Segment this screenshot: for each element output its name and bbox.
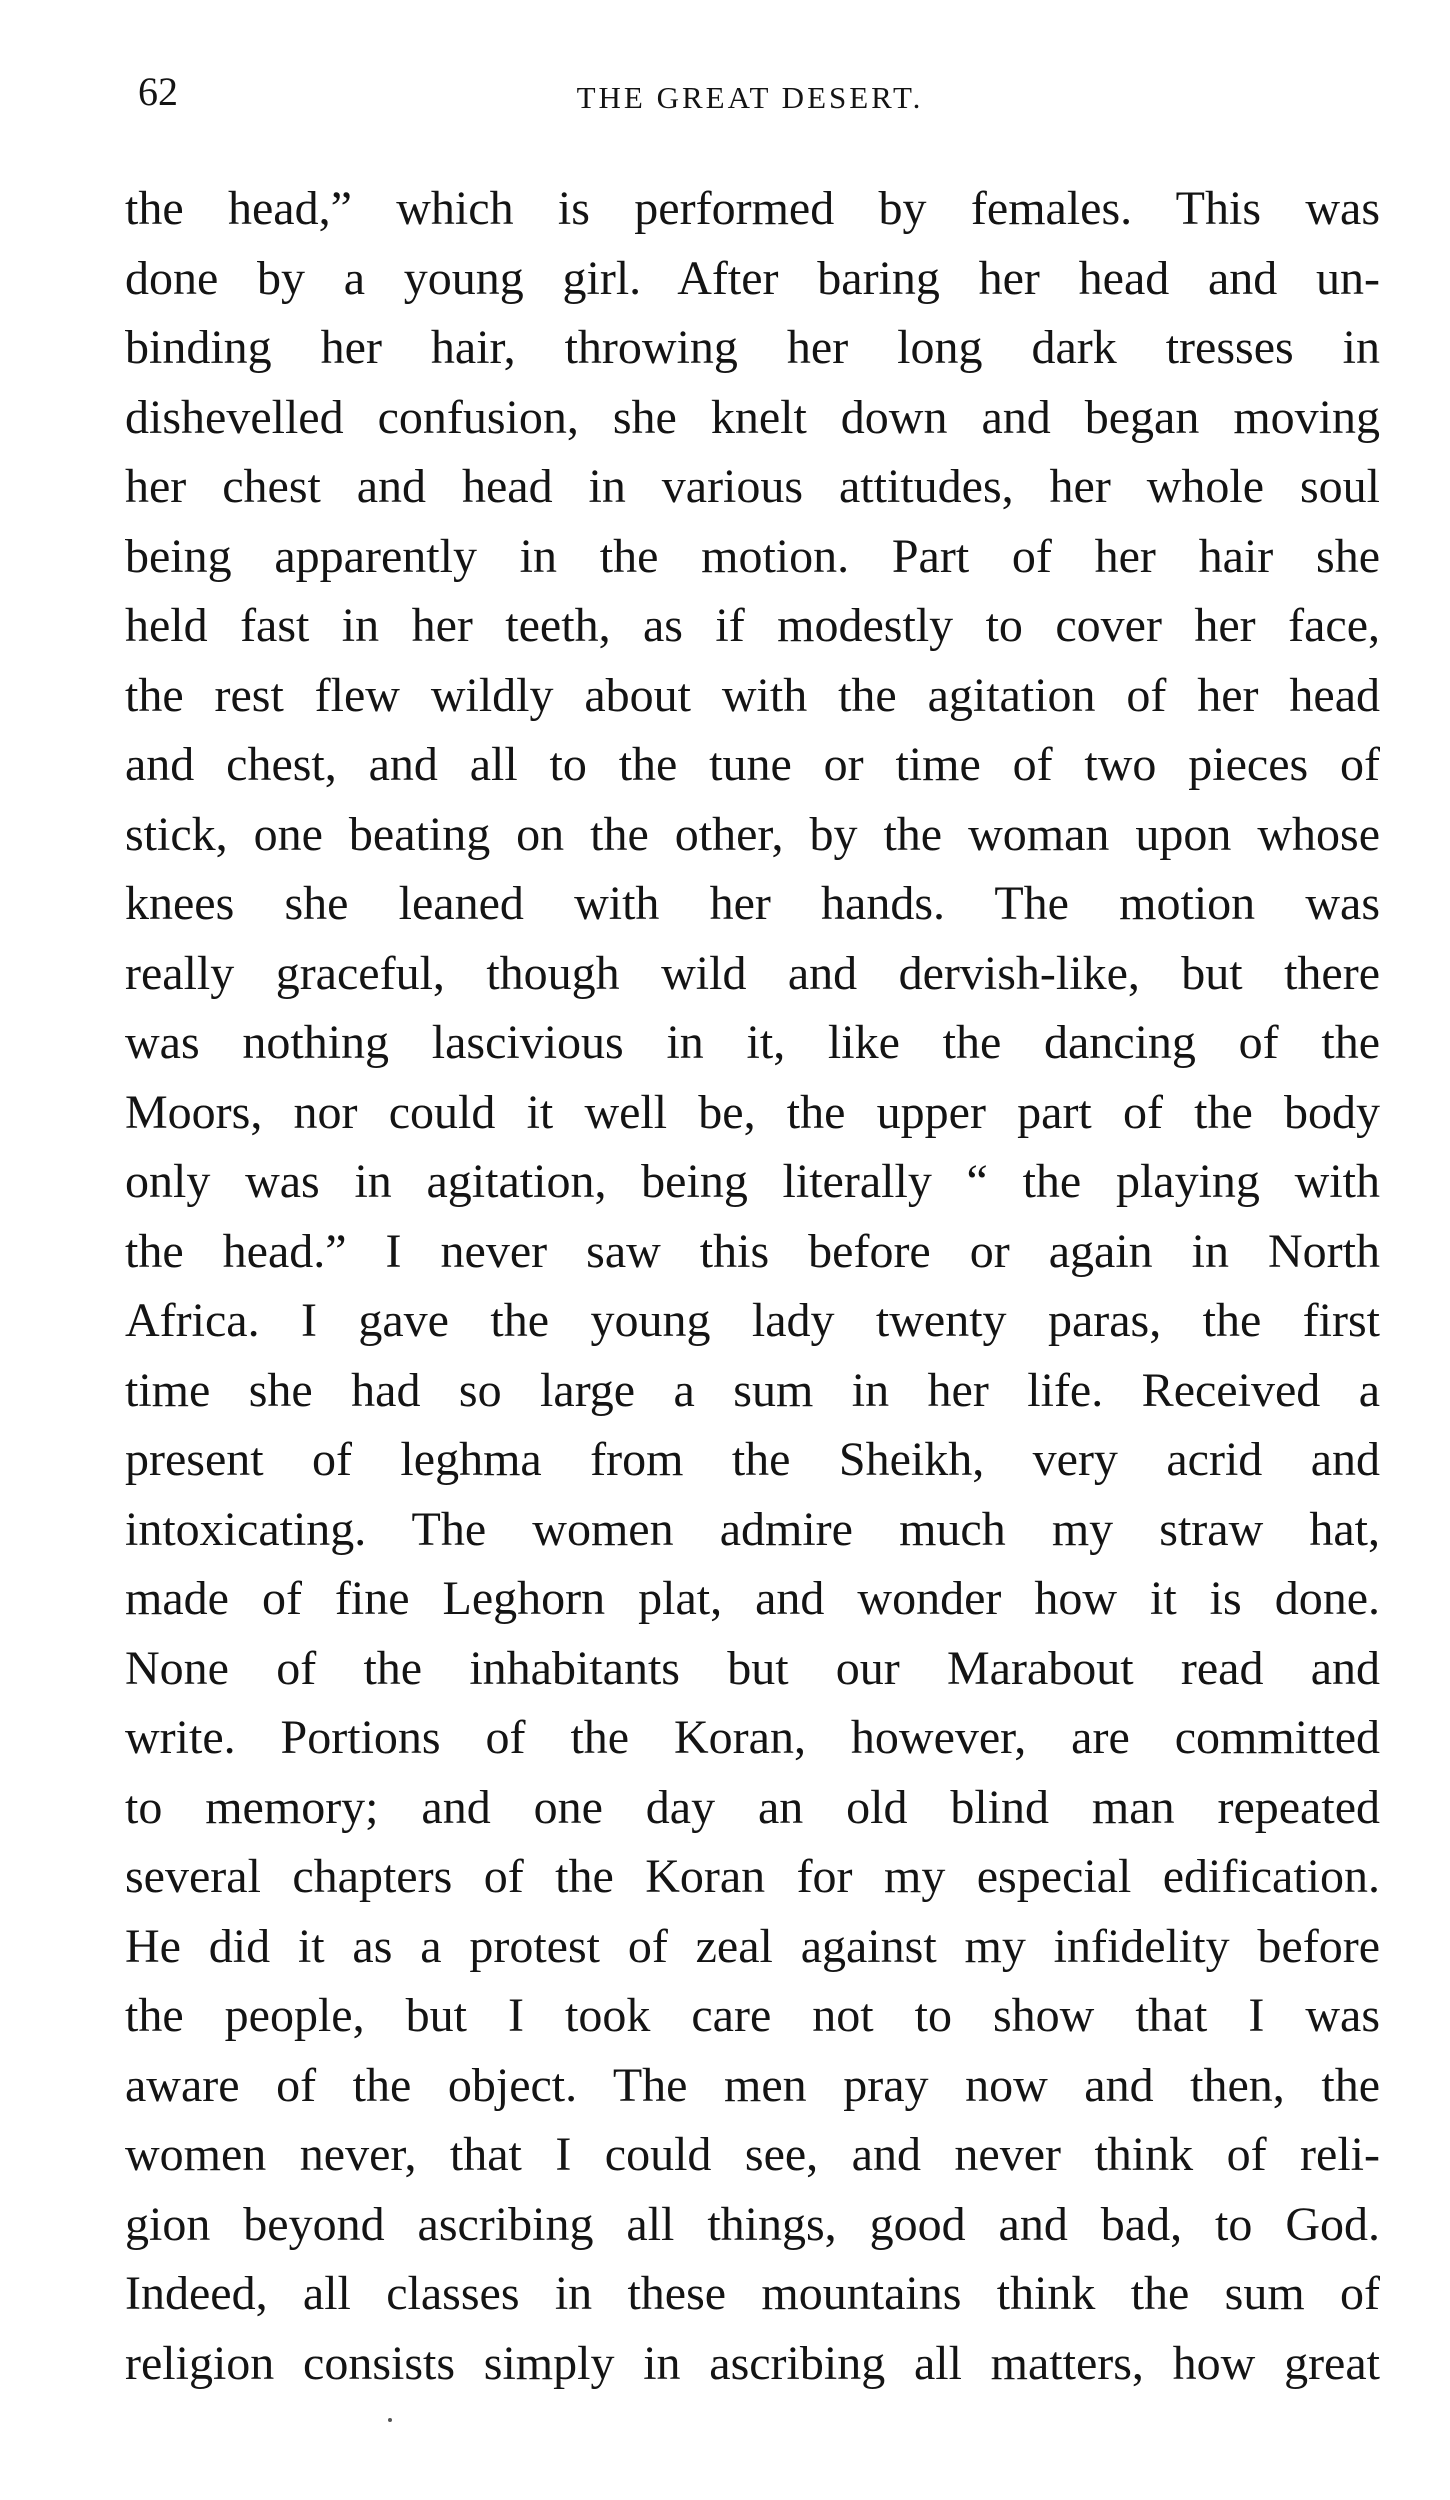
- text-line: knees she leaned with her hands. The motion was: [125, 877, 1380, 930]
- text-line: religion consists simply in ascribing all matters, how great: [125, 2336, 1380, 2390]
- text-line: her chest and head in various attitudes, her whole soul: [125, 460, 1380, 513]
- text-line: the head.” I never saw this before or again in North: [125, 1224, 1380, 1278]
- text-line: was nothing lascivious in it, like the dancing of the: [125, 1016, 1380, 1069]
- text-line: gion beyond ascribing all things, good and bad, to God.: [125, 2197, 1380, 2251]
- text-line: to memory; and one day an old blind man repeated: [125, 1780, 1380, 1834]
- text-line: several chapters of the Koran for my especial edification.: [125, 1850, 1380, 1903]
- page-number: 62: [138, 69, 178, 114]
- text-line: the rest flew wildly about with the agitation of her head: [125, 668, 1380, 722]
- running-head: [130, 62, 1370, 122]
- text-line: Indeed, all classes in these mountains think the sum of: [125, 2267, 1380, 2320]
- print-speck: [388, 2418, 392, 2422]
- body-text: [125, 174, 1380, 2398]
- text-line: really graceful, though wild and dervish-like, but there: [125, 946, 1380, 1000]
- text-line: stick, one beating on the other, by the woman upon whose: [125, 807, 1380, 861]
- text-line: done by a young girl. After baring her head and un-: [125, 251, 1380, 305]
- text-line: None of the inhabitants but our Marabout read and: [125, 1641, 1380, 1695]
- text-line: dishevelled confusion, she knelt down and began moving: [125, 390, 1380, 444]
- text-line: present of leghma from the Sheikh, very acrid and: [125, 1433, 1380, 1486]
- text-line: the people, but I took care not to show that I was: [125, 1989, 1380, 2042]
- text-line: Africa. I gave the young lady twenty paras, the first: [125, 1294, 1380, 1347]
- text-line: and chest, and all to the tune or time of two pieces of: [125, 738, 1380, 791]
- text-line: Moors, nor could it well be, the upper part of the body: [125, 1085, 1380, 1139]
- text-line: only was in agitation, being literally “ the playing with: [125, 1155, 1380, 1208]
- text-line: write. Portions of the Koran, however, are committed: [125, 1711, 1380, 1764]
- text-line: time she had so large a sum in her life. Received a: [125, 1363, 1380, 1417]
- text-line: aware of the object. The men pray now and then, the: [125, 2058, 1380, 2112]
- text-line: held fast in her teeth, as if modestly to cover her face,: [125, 599, 1380, 652]
- text-line: intoxicating. The women admire much my straw hat,: [125, 1502, 1380, 1556]
- text-line: being apparently in the motion. Part of her hair she: [125, 529, 1380, 583]
- text-line: made of fine Leghorn plat, and wonder how it is done.: [125, 1572, 1380, 1625]
- text-line: the head,” which is performed by females. This was: [125, 182, 1380, 235]
- text-line: binding her hair, throwing her long dark tresses in: [125, 321, 1380, 374]
- running-title: THE GREAT DESERT.: [576, 80, 924, 115]
- text-line: women never, that I could see, and never think of reli-: [125, 2128, 1380, 2181]
- text-line: He did it as a protest of zeal against my infidelity before: [125, 1919, 1380, 1973]
